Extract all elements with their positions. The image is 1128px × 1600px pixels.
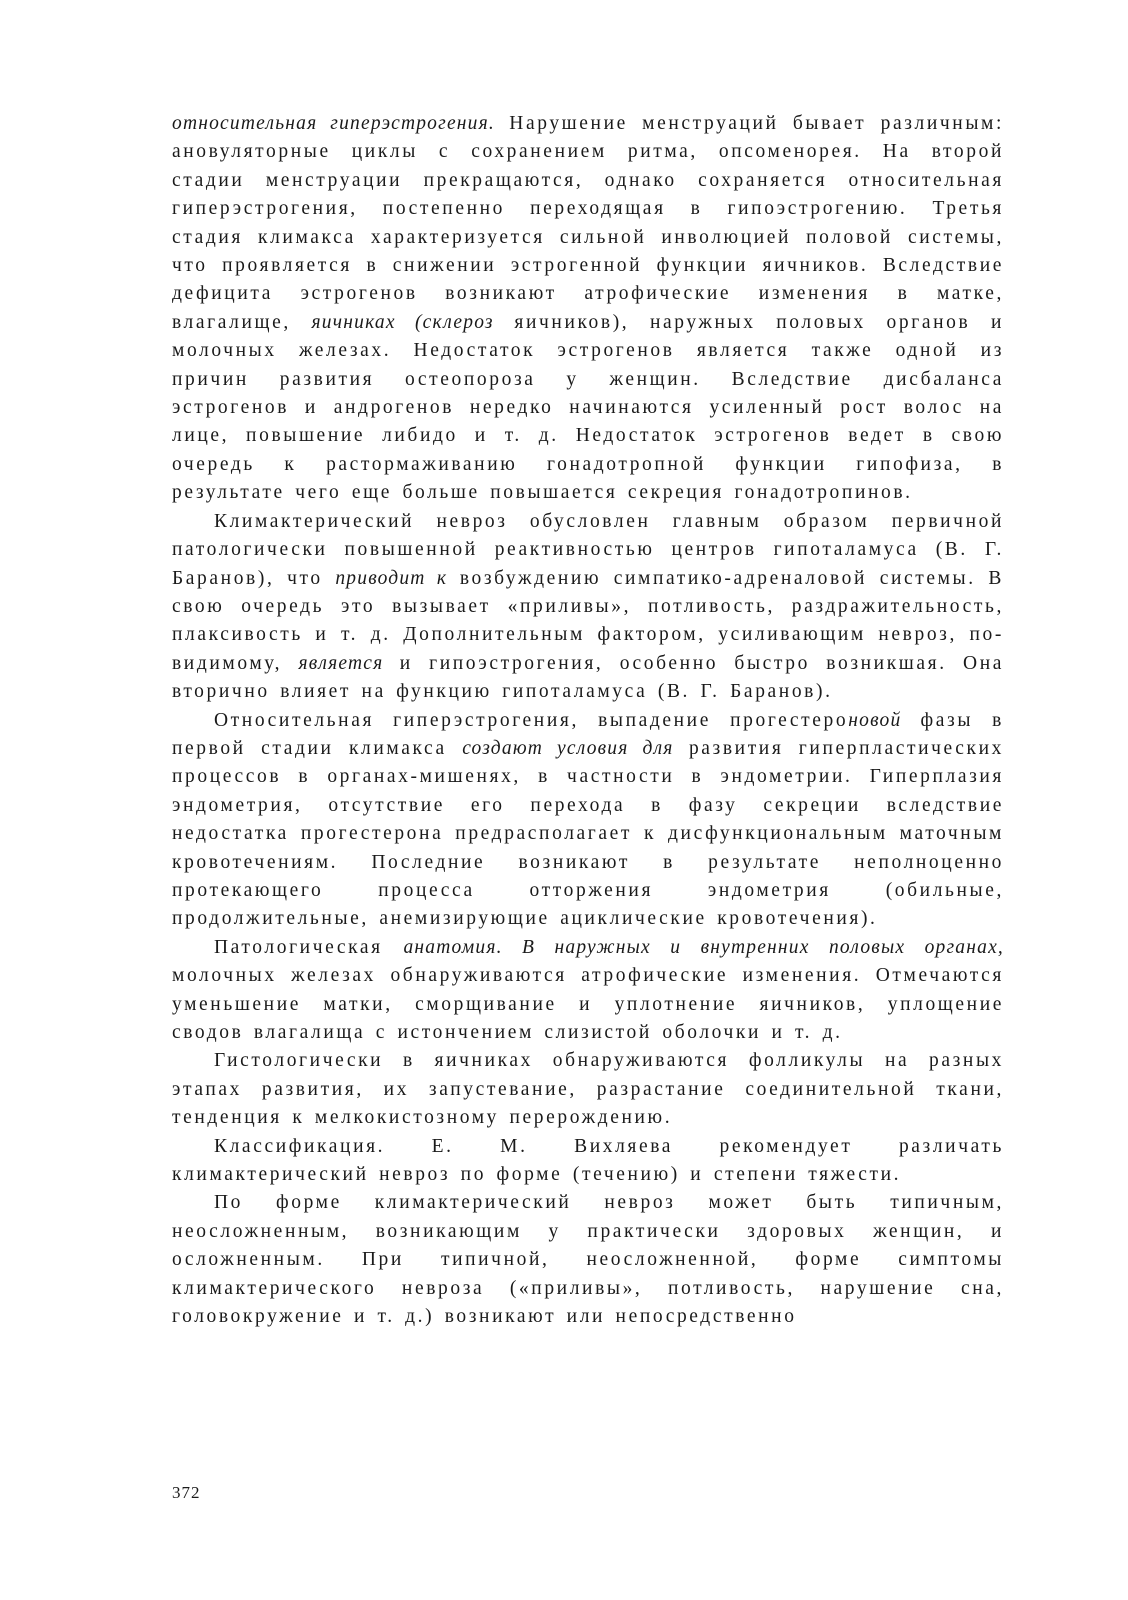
- text-fragment: Нарушение менструаций бывает различным: ановуляторные циклы с сохранением ритма, опсоменорея. На второй стадии менструации прекращаются, однако сохраняется относительная гиперэстрогения, постепенно переходящая в гипоэстрогению. Третья стадия климакса характеризуется сильной инволюцией половой системы, что проявляется в снижении эстрогенной функции яичников. Вследствие дефицита эстрогенов возникают атрофические изменения в матке, влагалище,: [172, 113, 1004, 333]
- page-number: 372: [172, 1483, 201, 1502]
- page-body: [172, 110, 1004, 1331]
- text-fragment: Климактерический невроз обусловлен главным образом первичной патологически повышенной реактивностью центров гипоталамуса (В. Г. Баранов), что: [172, 510, 1004, 589]
- text-fragment: Относительная гиперэстрогения, выпадение прогестеро: [214, 709, 849, 731]
- paragraph-5: [172, 1047, 1004, 1132]
- paragraph-3: [172, 707, 1004, 934]
- paragraph-6: [172, 1133, 1004, 1190]
- paragraph-4: [172, 934, 1004, 1048]
- text-fragment: создают условия для: [462, 737, 674, 759]
- text-fragment: фазы в первой стадии климакса: [172, 709, 1004, 759]
- text-fragment: и гипоэстрогения, особенно быстро возникшая. Она вторично влияет на функцию гипоталамуса (В. Г. Баранов).: [172, 652, 1005, 703]
- text-fragment: возбуждению симпатико-адреналовой системы. В свою очередь это вызывает «приливы», потливость, раздражительность, плаксивость и т. д. Дополнительным фактором, усиливающим невроз, по-видимому,: [172, 567, 1004, 674]
- text-fragment: является: [298, 652, 384, 674]
- text-fragment: развития гиперпластических процессов в органах-мишенях, в частности в эндометрии. Гиперплазия эндометрия, отсутствие его перехода в фазу секреции вследствие недостатка прогестерона предрасполагает к дисфункциональным маточным кровотечениям. Последние возникают в результате неполноценно протекающего процесса отторжения эндометрия (обильные, продолжительные, анемизирующие ациклические кровотечения).: [172, 737, 1004, 930]
- text-fragment: молочных железах обнаруживаются атрофические изменения. Отмечаются уменьшение матки, сморщивание и уплотнение яичников, уплощение сводов влагалища с истончением слизистой оболочки и т. д.: [172, 965, 1004, 1043]
- paragraph-7: [172, 1189, 1004, 1331]
- text-fragment: относительная гиперэстрогения.: [172, 113, 495, 134]
- text-fragment: яичниках (склероз: [311, 311, 494, 333]
- text-fragment: Патологическая: [214, 936, 404, 958]
- text-fragment: приводит к: [335, 567, 448, 589]
- text-fragment: Классификация. Е. М. Вихляева рекомендует различать климактерический невроз по форме (течению) и степени тяжести.: [172, 1135, 1004, 1186]
- text-fragment: Гистологически в яичниках обнаруживаются фолликулы на разных этапах развития, их запустевание, разрастание соединительной ткани, тенденция к мелкокистозному перерождению.: [172, 1050, 1004, 1129]
- text-fragment: анатомия. В наружных и внутренних половых органах,: [403, 936, 1004, 958]
- text-fragment: По форме климактерический невроз может быть типичным, неосложненным, возникающим у практически здоровых женщин, и осложненным. При типичной, неосложненной, форме симптомы климактерического невроза («приливы», потливость, нарушение сна, головокружение и т. д.) возникают или непосредственно: [172, 1192, 1004, 1328]
- text-fragment: яичников), наружных половых органов и молочных железах. Недостаток эстрогенов является также одной из причин развития остеопороза у женщин. Вследствие дисбаланса эстрогенов и андрогенов нередко начинаются усиленный рост волос на лице, повышение либидо и т. д. Недостаток эстрогенов ведет в свою очередь к растормаживанию гонадотропной функции гипофиза, в результате чего еще больше повышается секреция гонадотропинов.: [172, 311, 1004, 504]
- text-fragment: новой: [848, 709, 902, 731]
- paragraph-1: [172, 110, 1004, 508]
- paragraph-2: [172, 508, 1004, 707]
